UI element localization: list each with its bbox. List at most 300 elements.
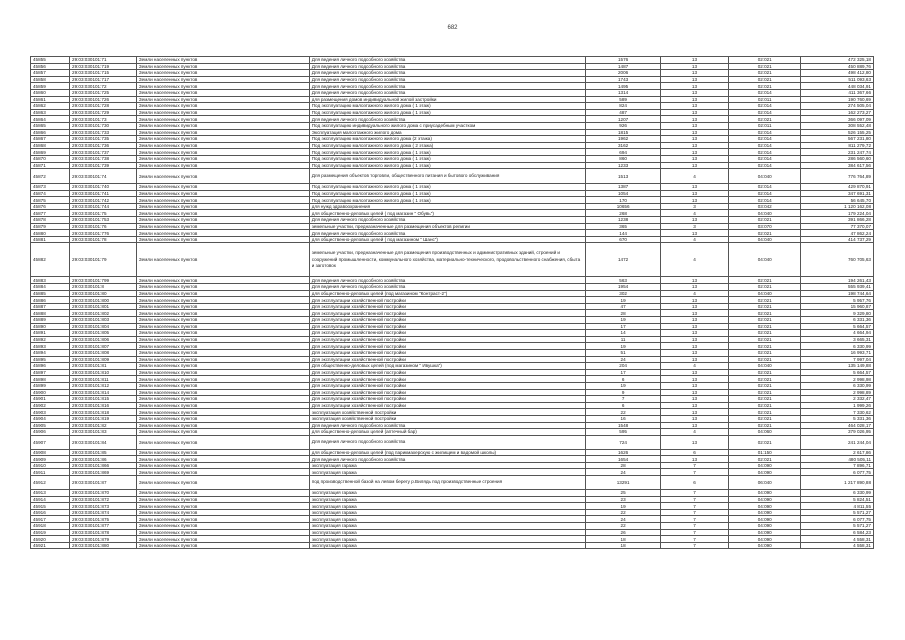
cadastral-value-cell: 448 034,91 xyxy=(801,83,874,90)
group-code-cell: 13 xyxy=(660,297,728,304)
table-row xyxy=(31,310,874,317)
cadastral-number-cell: 29:03:030101:873 xyxy=(70,503,137,510)
land-category-cell: Земли населенных пунктов xyxy=(136,389,309,396)
table-row xyxy=(31,449,874,456)
row-number-cell: 45877 xyxy=(31,210,70,217)
cadastral-number-cell: 29:03:030101:735 xyxy=(70,136,137,143)
area-cell: 26 xyxy=(586,529,661,536)
table-row xyxy=(31,336,874,343)
cadastral-value-cell: 3 665,31 xyxy=(801,336,874,343)
row-number-cell: 45864 xyxy=(31,116,70,123)
area-cell: 22 xyxy=(586,523,661,530)
segment-code-cell: 02:021 xyxy=(728,456,800,463)
row-number-cell: 45910 xyxy=(31,462,70,469)
table-row xyxy=(31,435,874,449)
cadastral-number-cell: 29:03:030101:799 xyxy=(70,277,137,284)
permitted-use-cell: Под эксплуатацию малоэтажного жилого дома ( 2 этажа) xyxy=(309,142,586,149)
permitted-use-cell: Для эксплуатации хозяйственной постройки xyxy=(309,389,586,396)
land-category-cell: Земли населенных пунктов xyxy=(136,230,309,237)
table-row xyxy=(31,363,874,370)
row-number-cell: 45876 xyxy=(31,203,70,210)
segment-code-cell: 02:021 xyxy=(728,277,800,284)
segment-code-cell: 02:021 xyxy=(728,356,800,363)
permitted-use-cell: эксплуатация гаража xyxy=(309,536,586,543)
cadastral-number-cell: 29:03:030101:809 xyxy=(70,356,137,363)
group-code-cell: 13 xyxy=(660,435,728,449)
group-code-cell: 7 xyxy=(660,503,728,510)
area-cell: 28 xyxy=(586,310,661,317)
land-category-cell: Земли населенных пунктов xyxy=(136,376,309,383)
group-code-cell: 13 xyxy=(660,303,728,310)
table-row xyxy=(31,217,874,224)
segment-code-cell: 02:021 xyxy=(728,435,800,449)
cadastral-value-cell: 811 279,72 xyxy=(801,142,874,149)
cadastral-value-table xyxy=(30,56,874,549)
row-number-cell: 45879 xyxy=(31,223,70,230)
cadastral-value-cell: 1 217 890,88 xyxy=(801,476,874,490)
permitted-use-cell: Для эксплуатации хозяйственной постройки xyxy=(309,382,586,389)
group-code-cell: 6 xyxy=(660,449,728,456)
permitted-use-cell: Для эксплуатации хозяйственной постройки xyxy=(309,330,586,337)
area-cell: 19 xyxy=(586,503,661,510)
table-row xyxy=(31,343,874,350)
cadastral-number-cell: 29:03:030101:80 xyxy=(70,290,137,297)
cadastral-number-cell: 29:03:030101:880 xyxy=(70,542,137,549)
permitted-use-cell: эксплуатация гаража xyxy=(309,462,586,469)
segment-code-cell: 02:021 xyxy=(728,70,800,77)
table-row xyxy=(31,330,874,337)
group-code-cell: 7 xyxy=(660,496,728,503)
segment-code-cell: 02:021 xyxy=(728,83,800,90)
permitted-use-cell: Для ведения личного подсобного хозяйства xyxy=(309,83,586,90)
table-row xyxy=(31,203,874,210)
cadastral-number-cell: 29:03:030101:818 xyxy=(70,409,137,416)
cadastral-value-cell: 56 645,70 xyxy=(801,197,874,204)
cadastral-number-cell: 29:03:030101:808 xyxy=(70,349,137,356)
group-code-cell: 13 xyxy=(660,336,728,343)
permitted-use-cell: эксплуатация гаража xyxy=(309,490,586,497)
cadastral-value-cell: 6 077,75 xyxy=(801,469,874,476)
table-row xyxy=(31,136,874,143)
area-cell: 7 xyxy=(586,396,661,403)
segment-code-cell: 02:021 xyxy=(728,396,800,403)
group-code-cell: 13 xyxy=(660,197,728,204)
cadastral-value-cell: 190 760,69 xyxy=(801,96,874,103)
segment-code-cell: 02:021 xyxy=(728,409,800,416)
cadastral-number-cell: 29:03:030101:85 xyxy=(70,449,137,456)
cadastral-value-cell: 760 705,63 xyxy=(801,243,874,277)
land-category-cell: Земли населенных пунктов xyxy=(136,83,309,90)
table-row xyxy=(31,382,874,389)
row-number-cell: 45898 xyxy=(31,376,70,383)
row-number-cell: 45921 xyxy=(31,542,70,549)
group-code-cell: 13 xyxy=(660,330,728,337)
cadastral-value-cell: 480 505,11 xyxy=(801,456,874,463)
cadastral-number-cell: 29:03:030101:807 xyxy=(70,343,137,350)
permitted-use-cell: Под эксплуатацию малоэтажного жилого дома ( 1 этаж) xyxy=(309,162,586,169)
segment-code-cell: 04:090 xyxy=(728,490,800,497)
cadastral-number-cell: 29:03:030101:719 xyxy=(70,63,137,70)
group-code-cell: 13 xyxy=(660,83,728,90)
segment-code-cell: 04:060 xyxy=(728,429,800,436)
cadastral-value-cell: 450 889,76 xyxy=(801,63,874,70)
area-cell: 16 xyxy=(586,415,661,422)
row-number-cell: 45906 xyxy=(31,429,70,436)
land-category-cell: Земли населенных пунктов xyxy=(136,356,309,363)
cadastral-number-cell: 29:03:030101:744 xyxy=(70,203,137,210)
cadastral-number-cell: 29:03:030101:806 xyxy=(70,336,137,343)
area-cell: 926 xyxy=(586,122,661,129)
area-cell: 487 xyxy=(586,109,661,116)
permitted-use-cell: Для размещения объектов торговли, общественного питания и бытового обслуживания xyxy=(309,169,586,184)
cadastral-value-cell: 526 155,25 xyxy=(801,129,874,136)
cadastral-value-cell: 4 664,94 xyxy=(801,330,874,337)
group-code-cell: 13 xyxy=(660,402,728,409)
area-cell: 19 xyxy=(586,343,661,350)
cadastral-value-cell: 6 330,99 xyxy=(801,490,874,497)
cadastral-value-cell: 429 870,91 xyxy=(801,184,874,191)
table-row xyxy=(31,516,874,523)
segment-code-cell: 04:090 xyxy=(728,462,800,469)
table-row xyxy=(31,155,874,162)
segment-code-cell: 02:014 xyxy=(728,142,800,149)
group-code-cell: 4 xyxy=(660,169,728,184)
segment-code-cell: 04:040 xyxy=(728,210,800,217)
group-code-cell: 4 xyxy=(660,363,728,370)
area-cell: 19 xyxy=(586,382,661,389)
permitted-use-cell: эксплуатация гаража xyxy=(309,542,586,549)
cadastral-value-cell: 391 866,28 xyxy=(801,217,874,224)
group-code-cell: 13 xyxy=(660,230,728,237)
cadastral-number-cell: 29:03:030101:740 xyxy=(70,184,137,191)
cadastral-number-cell: 29:03:030101:875 xyxy=(70,516,137,523)
row-number-cell: 45917 xyxy=(31,516,70,523)
land-category-cell: Земли населенных пунктов xyxy=(136,217,309,224)
cadastral-number-cell: 29:03:030101:742 xyxy=(70,197,137,204)
row-number-cell: 45908 xyxy=(31,449,70,456)
cadastral-number-cell: 29:03:030101:87 xyxy=(70,476,137,490)
row-number-cell: 45911 xyxy=(31,469,70,476)
row-number-cell: 45896 xyxy=(31,363,70,370)
cadastral-value-cell: 6 330,99 xyxy=(801,382,874,389)
segment-code-cell: 04:040 xyxy=(728,290,800,297)
land-category-cell: Земли населенных пунктов xyxy=(136,409,309,416)
cadastral-number-cell: 29:03:030101:803 xyxy=(70,317,137,324)
land-category-cell: Земли населенных пунктов xyxy=(136,203,309,210)
cadastral-value-cell: 6 330,99 xyxy=(801,343,874,350)
land-category-cell: Земли населенных пунктов xyxy=(136,57,309,64)
land-category-cell: Земли населенных пунктов xyxy=(136,70,309,77)
group-code-cell: 13 xyxy=(660,422,728,429)
group-code-cell: 13 xyxy=(660,343,728,350)
row-number-cell: 45919 xyxy=(31,529,70,536)
table-row xyxy=(31,490,874,497)
segment-code-cell: 02:014 xyxy=(728,184,800,191)
table-row xyxy=(31,109,874,116)
cadastral-value-cell: 511 093,63 xyxy=(801,76,874,83)
row-number-cell: 45886 xyxy=(31,297,70,304)
row-number-cell: 45867 xyxy=(31,136,70,143)
row-number-cell: 45897 xyxy=(31,369,70,376)
permitted-use-cell: Для эксплуатации хозяйственной постройки xyxy=(309,323,586,330)
segment-code-cell: 02:014 xyxy=(728,89,800,96)
land-category-cell: Земли населенных пунктов xyxy=(136,456,309,463)
permitted-use-cell: для размещения домов индивидуальной жилой застройки xyxy=(309,96,586,103)
area-cell: 824 xyxy=(586,103,661,110)
table-row xyxy=(31,169,874,184)
land-category-cell: Земли населенных пунктов xyxy=(136,284,309,291)
cadastral-value-cell: 5 664,57 xyxy=(801,369,874,376)
segment-code-cell: 03:042 xyxy=(728,203,800,210)
permitted-use-cell: Для эксплуатации хозяйственной постройки xyxy=(309,396,586,403)
table-row xyxy=(31,429,874,436)
permitted-use-cell: Для ведения личного подсобного хозяйства xyxy=(309,70,586,77)
land-category-cell: Земли населенных пунктов xyxy=(136,184,309,191)
cadastral-value-cell: 472 325,18 xyxy=(801,57,874,64)
land-category-cell: Земли населенных пунктов xyxy=(136,169,309,184)
table-row xyxy=(31,96,874,103)
land-category-cell: Земли населенных пунктов xyxy=(136,63,309,70)
area-cell: 1513 xyxy=(586,169,661,184)
row-number-cell: 45859 xyxy=(31,83,70,90)
cadastral-number-cell: 29:03:030101:879 xyxy=(70,536,137,543)
cadastral-number-cell: 29:03:030101:728 xyxy=(70,103,137,110)
cadastral-number-cell: 29:03:030101:725 xyxy=(70,89,137,96)
row-number-cell: 45909 xyxy=(31,456,70,463)
segment-code-cell: 04:090 xyxy=(728,469,800,476)
row-number-cell: 45878 xyxy=(31,217,70,224)
land-category-cell: Земли населенных пунктов xyxy=(136,297,309,304)
group-code-cell: 4 xyxy=(660,243,728,277)
cadastral-number-cell: 29:03:030101:870 xyxy=(70,490,137,497)
group-code-cell: 13 xyxy=(660,184,728,191)
land-category-cell: Земли населенных пунктов xyxy=(136,96,309,103)
group-code-cell: 13 xyxy=(660,277,728,284)
cadastral-number-cell: 29:03:030101:71 xyxy=(70,57,137,64)
permitted-use-cell: земельные участки, предназначенные для размещения объектов религии xyxy=(309,223,586,230)
group-code-cell: 4 xyxy=(660,429,728,436)
land-category-cell: Земли населенных пунктов xyxy=(136,116,309,123)
row-number-cell: 45883 xyxy=(31,277,70,284)
land-category-cell: Земли населенных пунктов xyxy=(136,236,309,243)
group-code-cell: 13 xyxy=(660,409,728,416)
area-cell: 694 xyxy=(586,149,661,156)
segment-code-cell: 04:090 xyxy=(728,536,800,543)
permitted-use-cell: Под эксплуатацию малоэтажного жилого дома ( 1 этаж) xyxy=(309,103,586,110)
permitted-use-cell: Для эксплуатации хозяйственной постройки xyxy=(309,369,586,376)
table-row xyxy=(31,290,874,297)
segment-code-cell: 04:090 xyxy=(728,509,800,516)
land-category-cell: Земли населенных пунктов xyxy=(136,542,309,549)
land-category-cell: Земли населенных пунктов xyxy=(136,509,309,516)
table-row xyxy=(31,197,874,204)
permitted-use-cell: для общественно-деловых целей (под парикмахерскую с жилищем и вадомой школы) xyxy=(309,449,586,456)
table-row xyxy=(31,542,874,549)
group-code-cell: 13 xyxy=(660,103,728,110)
area-cell: 1233 xyxy=(586,162,661,169)
area-cell: 1207 xyxy=(586,116,661,123)
row-number-cell: 45866 xyxy=(31,129,70,136)
area-cell: 22 xyxy=(586,409,661,416)
segment-code-cell: 04:090 xyxy=(728,529,800,536)
table-row xyxy=(31,297,874,304)
group-code-cell: 13 xyxy=(660,162,728,169)
table-row xyxy=(31,76,874,83)
area-cell: 2006 xyxy=(586,70,661,77)
area-cell: 563 xyxy=(586,277,661,284)
row-number-cell: 45891 xyxy=(31,330,70,337)
area-cell: 25 xyxy=(586,490,661,497)
row-number-cell: 45899 xyxy=(31,382,70,389)
area-cell: 22 xyxy=(586,509,661,516)
land-category-cell: Земли населенных пунктов xyxy=(136,503,309,510)
segment-code-cell: 02:021 xyxy=(728,343,800,350)
table-row xyxy=(31,523,874,530)
table-row xyxy=(31,422,874,429)
row-number-cell: 45855 xyxy=(31,57,70,64)
cadastral-number-cell: 29:03:030101:874 xyxy=(70,509,137,516)
cadastral-number-cell: 29:03:030101:804 xyxy=(70,323,137,330)
cadastral-number-cell: 29:03:030101:877 xyxy=(70,523,137,530)
permitted-use-cell: для общественно-деловых целей ( под магазин " Обувь") xyxy=(309,210,586,217)
row-number-cell: 45895 xyxy=(31,356,70,363)
cadastral-value-cell: 135 149,88 xyxy=(801,363,874,370)
area-cell: 17 xyxy=(586,323,661,330)
cadastral-value-cell: 2 998,89 xyxy=(801,389,874,396)
cadastral-number-cell: 29:03:030101:869 xyxy=(70,469,137,476)
permitted-use-cell: Для ведения личного подсобного хозяйства xyxy=(309,76,586,83)
table-row xyxy=(31,303,874,310)
segment-code-cell: 02:021 xyxy=(728,369,800,376)
cadastral-value-cell: 1 999,26 xyxy=(801,402,874,409)
land-category-cell: Земли населенных пунктов xyxy=(136,142,309,149)
cadastral-value-cell: 162 273,27 xyxy=(801,109,874,116)
cadastral-number-cell: 29:03:030101:805 xyxy=(70,330,137,337)
cadastral-value-cell: 411 367,66 xyxy=(801,89,874,96)
cadastral-number-cell: 29:03:030101:801 xyxy=(70,303,137,310)
cadastral-value-cell: 274 505,04 xyxy=(801,103,874,110)
cadastral-number-cell: 29:03:030101:741 xyxy=(70,190,137,197)
group-code-cell: 13 xyxy=(660,89,728,96)
group-code-cell: 7 xyxy=(660,542,728,549)
permitted-use-cell: Под эксплуатацию индивидуального жилого дома с приусадебным участком xyxy=(309,122,586,129)
row-number-cell: 45920 xyxy=(31,536,70,543)
land-category-cell: Земли населенных пунктов xyxy=(136,496,309,503)
row-number-cell: 45874 xyxy=(31,190,70,197)
row-number-cell: 45865 xyxy=(31,122,70,129)
cadastral-number-cell: 29:03:030101:83 xyxy=(70,429,137,436)
table-row xyxy=(31,236,874,243)
permitted-use-cell: Для эксплуатации хозяйственной постройки xyxy=(309,310,586,317)
cadastral-value-cell: 464 028,17 xyxy=(801,422,874,429)
cadastral-number-cell: 29:03:030101:79 xyxy=(70,243,137,277)
land-category-cell: Земли населенных пунктов xyxy=(136,476,309,490)
land-category-cell: Земли населенных пунктов xyxy=(136,330,309,337)
permitted-use-cell: Для ведения личного подсобного хозяйства xyxy=(309,57,586,64)
table-row xyxy=(31,503,874,510)
group-code-cell: 3 xyxy=(660,203,728,210)
segment-code-cell: 02:014 xyxy=(728,155,800,162)
land-category-cell: Земли населенных пунктов xyxy=(136,536,309,543)
permitted-use-cell: Под эксплуатацию малоэтажного жилого дома (2 этажа) xyxy=(309,136,586,143)
area-cell: 1576 xyxy=(586,57,661,64)
segment-code-cell: 02:021 xyxy=(728,116,800,123)
cadastral-number-cell: 29:03:030101:74 xyxy=(70,169,137,184)
table-row xyxy=(31,389,874,396)
row-number-cell: 45918 xyxy=(31,523,70,530)
group-code-cell: 13 xyxy=(660,136,728,143)
table-row xyxy=(31,63,874,70)
permitted-use-cell: Под эксплуатацию малоэтажного жилого дома ( 1 этаж) xyxy=(309,197,586,204)
table-row xyxy=(31,223,874,230)
permitted-use-cell: Для ведения личного подсобного хозяйства xyxy=(309,456,586,463)
cadastral-value-cell: 2 998,98 xyxy=(801,376,874,383)
table-row xyxy=(31,116,874,123)
permitted-use-cell: эксплуатация гаража xyxy=(309,509,586,516)
group-code-cell: 7 xyxy=(660,469,728,476)
cadastral-number-cell: 29:03:030101:73 xyxy=(70,116,137,123)
cadastral-value-cell: 241 244,04 xyxy=(801,435,874,449)
cadastral-value-cell: 366 097,09 xyxy=(801,116,874,123)
group-code-cell: 13 xyxy=(660,284,728,291)
row-number-cell: 45907 xyxy=(31,435,70,449)
land-category-cell: Земли населенных пунктов xyxy=(136,462,309,469)
area-cell: 1314 xyxy=(586,89,661,96)
land-category-cell: Земли населенных пунктов xyxy=(136,129,309,136)
land-category-cell: Земли населенных пунктов xyxy=(136,243,309,277)
segment-code-cell: 02:021 xyxy=(728,323,800,330)
cadastral-number-cell: 29:03:030101:726 xyxy=(70,96,137,103)
cadastral-value-cell: 286 560,60 xyxy=(801,155,874,162)
cadastral-value-cell: 6 077,75 xyxy=(801,516,874,523)
land-category-cell: Земли населенных пунктов xyxy=(136,76,309,83)
segment-code-cell: 04:040 xyxy=(728,363,800,370)
row-number-cell: 45912 xyxy=(31,476,70,490)
group-code-cell: 13 xyxy=(660,389,728,396)
area-cell: 268 xyxy=(586,210,661,217)
cadastral-number-cell: 29:03:030101:82 xyxy=(70,422,137,429)
permitted-use-cell: Под эксплуатацию малоэтажного жилого дома ( 1 этаж) xyxy=(309,109,586,116)
group-code-cell: 7 xyxy=(660,529,728,536)
row-number-cell: 45905 xyxy=(31,422,70,429)
group-code-cell: 13 xyxy=(660,142,728,149)
row-number-cell: 45861 xyxy=(31,96,70,103)
group-code-cell: 13 xyxy=(660,396,728,403)
cadastral-value-cell: 5 664,57 xyxy=(801,323,874,330)
cadastral-value-cell: 6 331,36 xyxy=(801,317,874,324)
segment-code-cell: 04:090 xyxy=(728,503,800,510)
area-cell: 204 xyxy=(586,363,661,370)
land-category-cell: Земли населенных пунктов xyxy=(136,89,309,96)
land-category-cell: Земли населенных пунктов xyxy=(136,469,309,476)
segment-code-cell: 02:021 xyxy=(728,382,800,389)
segment-code-cell: 02:021 xyxy=(728,317,800,324)
area-cell: 724 xyxy=(586,435,661,449)
land-category-cell: Земли населенных пунктов xyxy=(136,343,309,350)
cadastral-value-cell: 16 993,71 xyxy=(801,349,874,356)
cadastral-number-cell: 29:03:030101:776 xyxy=(70,230,137,237)
table-row xyxy=(31,277,874,284)
segment-code-cell: 02:014 xyxy=(728,103,800,110)
area-cell: 302 xyxy=(586,290,661,297)
segment-code-cell: 02:021 xyxy=(728,284,800,291)
table-row xyxy=(31,190,874,197)
row-number-cell: 45871 xyxy=(31,162,70,169)
table-row xyxy=(31,323,874,330)
permitted-use-cell: Для ведения личного подсобного хозяйства xyxy=(309,230,586,237)
cadastral-number-cell: 29:03:030101:8 xyxy=(70,284,137,291)
area-cell: 23 xyxy=(586,496,661,503)
